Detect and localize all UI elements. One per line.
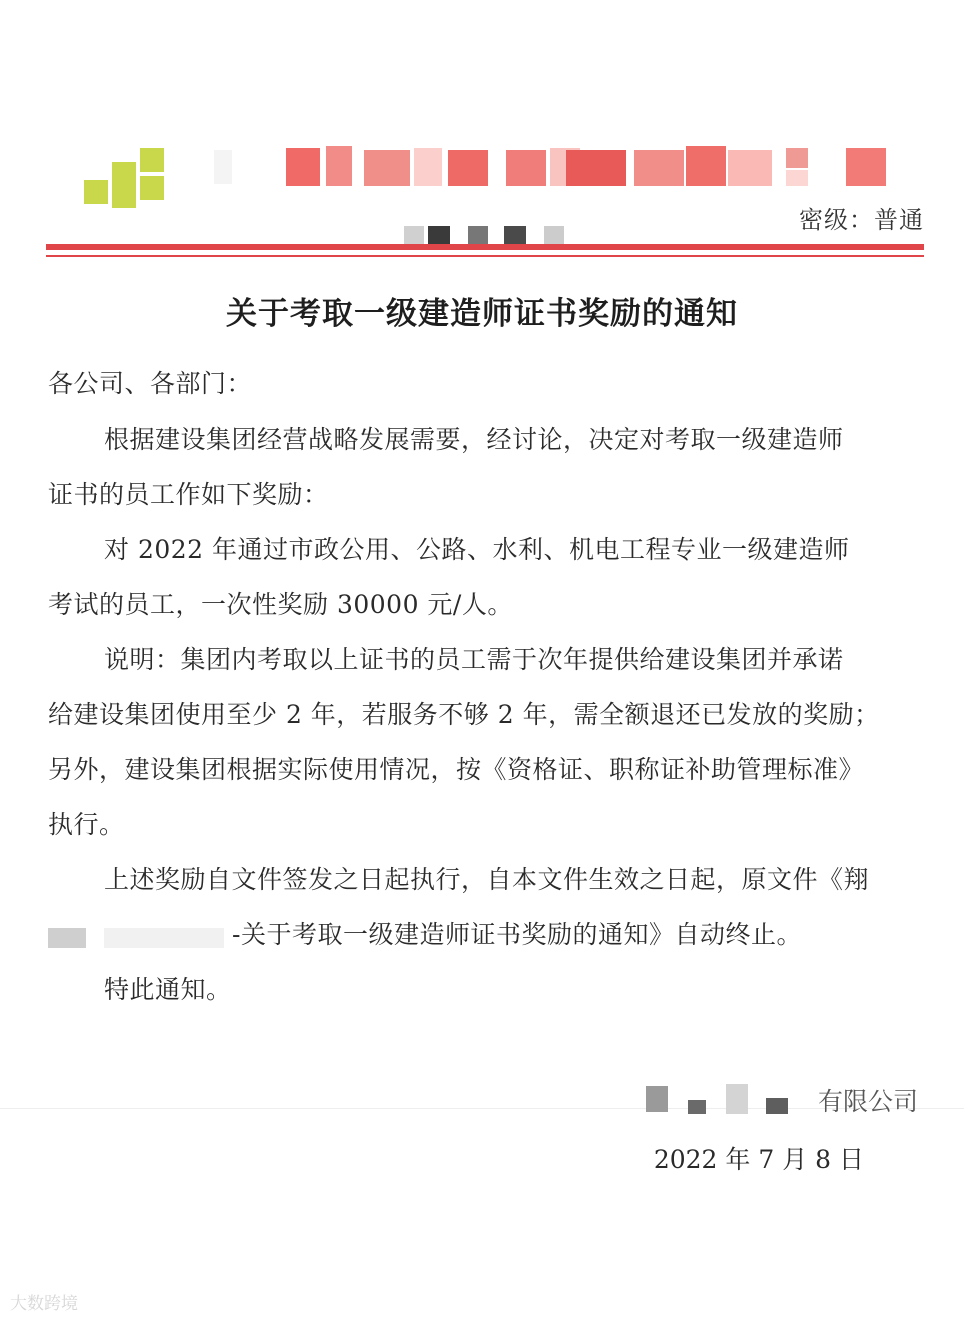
issue-date: 2022 年 7 月 8 日 <box>653 1145 864 1174</box>
watermark-text: 大数跨境 <box>10 1294 78 1314</box>
paragraph-4-line-1: 上述奖励自文件签发之日起执行，自本文件生效之日起，原文件《翔 <box>104 865 870 894</box>
redacted-filename-block-2 <box>104 928 224 948</box>
paragraph-4-line-2: -关于考取一级建造师证书奖励的通知》自动终止。 <box>232 920 802 949</box>
paragraph-3-line-2: 给建设集团使用至少 2 年，若服务不够 2 年，需全额退还已发放的奖励； <box>48 700 880 729</box>
paragraph-1-line-2: 证书的员工作如下奖励： <box>48 480 329 509</box>
paragraph-2-line-1: 对 2022 年通过市政公用、公路、水利、机电工程专业一级建造师 <box>104 535 850 564</box>
closing-text: 特此通知。 <box>104 975 232 1004</box>
header-red-rule <box>46 244 924 250</box>
salutation: 各公司、各部门： <box>48 369 253 398</box>
paragraph-3-line-3: 另外，建设集团根据实际使用情况，按《资格证、职称证补助管理标准》 <box>48 755 865 784</box>
paragraph-3-line-4: 执行。 <box>48 810 125 839</box>
paragraph-1-line-1: 根据建设集团经营战略发展需要，经讨论，决定对考取一级建造师 <box>104 425 844 454</box>
header-red-rule-thin <box>46 255 924 257</box>
classification-label: 密级：普通 <box>799 206 924 234</box>
redacted-filename-block <box>48 928 86 948</box>
signature-company: 有限公司 <box>817 1087 918 1116</box>
company-logo <box>84 148 168 206</box>
document-title: 关于考取一级建造师证书奖励的通知 <box>226 296 738 332</box>
paragraph-2-line-2: 考试的员工，一次性奖励 30000 元/人。 <box>48 590 513 619</box>
paragraph-3-line-1: 说明：集团内考取以上证书的员工需于次年提供给建设集团并承诺 <box>104 645 844 674</box>
